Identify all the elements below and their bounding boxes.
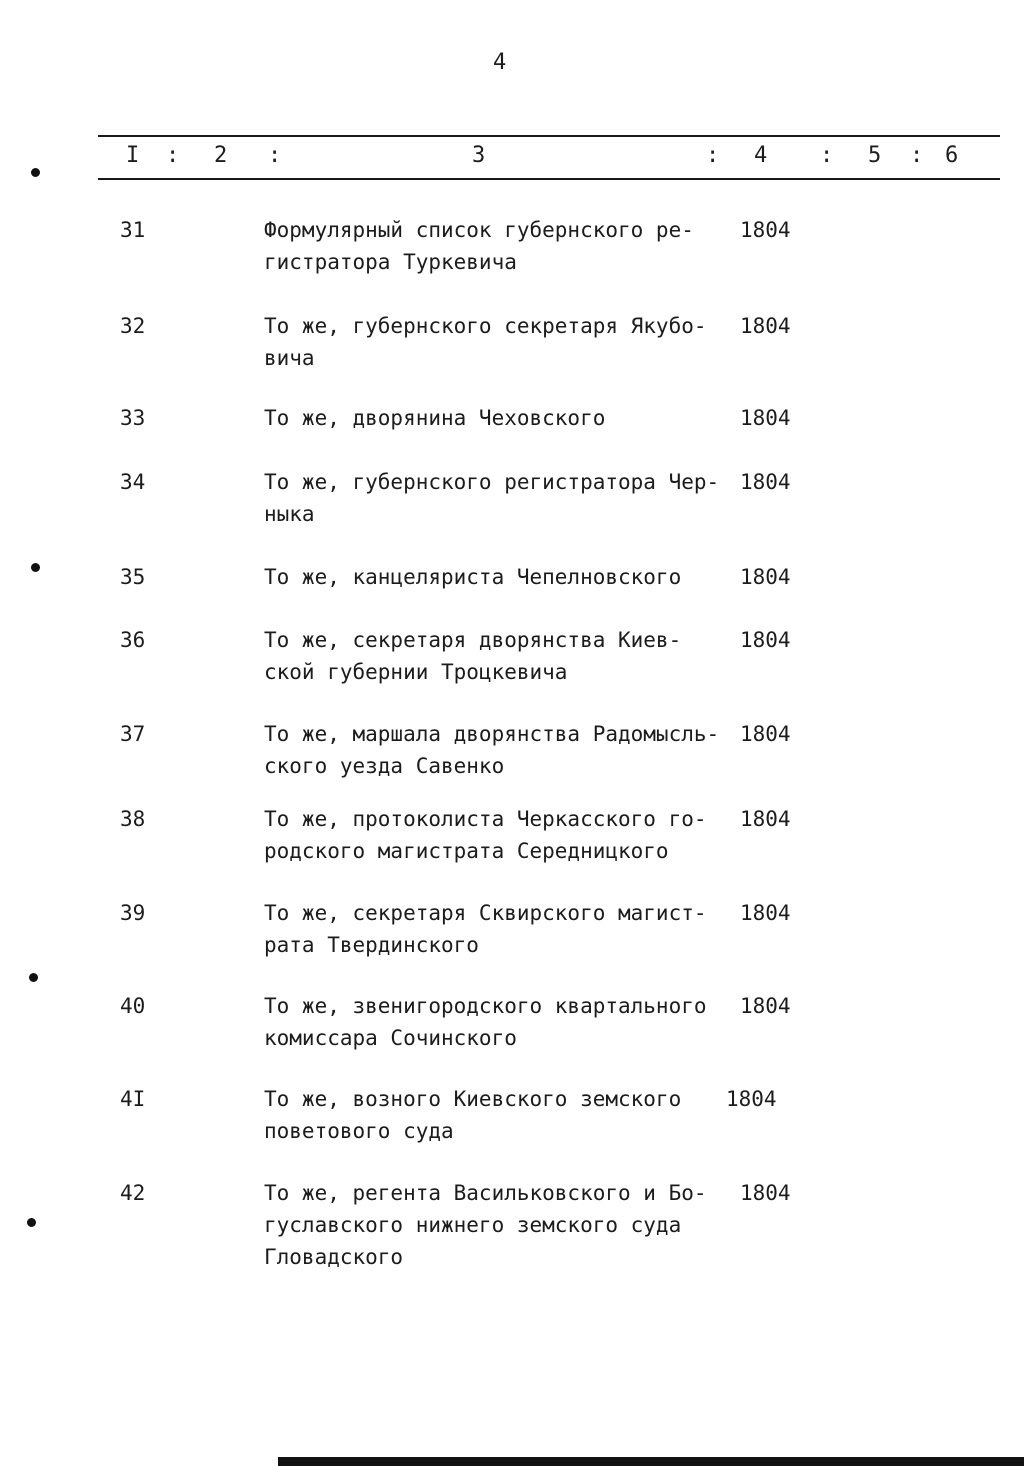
header-top-rule — [98, 135, 1000, 137]
page-number: 4 — [493, 50, 507, 75]
row-number: 34 — [120, 470, 146, 494]
row-year: 1804 — [740, 565, 791, 589]
row-title: То же, протоколиста Черкасского го- родского магистрата Середницкого — [264, 807, 707, 863]
header-bottom-rule — [98, 178, 1000, 180]
row-year: 1804 — [740, 314, 791, 338]
row-title: То же, секретаря Сквирского магист- рата Твердинского — [264, 901, 707, 957]
punch-hole-mark — [31, 563, 40, 572]
row-number: 31 — [120, 218, 146, 242]
row-title: То же, дворянина Чеховского — [264, 406, 606, 430]
row-title: То же, губернского секретаря Якубо- вича — [264, 314, 707, 370]
punch-hole-mark — [27, 1218, 36, 1227]
header-sep-3: : — [706, 143, 720, 168]
header-sep-1: : — [166, 143, 180, 168]
punch-hole-mark — [29, 973, 38, 982]
row-title: Формулярный список губернского ре- гистратора Туркевича — [264, 218, 694, 274]
header-col-1: I — [126, 143, 140, 168]
header-col-2: 2 — [214, 143, 228, 168]
row-title: То же, звенигородского квартального комиссара Сочинского — [264, 994, 707, 1050]
row-title: То же, канцеляриста Чепелновского — [264, 565, 682, 589]
header-col-3: 3 — [472, 143, 486, 168]
row-number: 36 — [120, 628, 146, 652]
row-number: 39 — [120, 901, 146, 925]
row-title: То же, губернского регистратора Чер- ныка — [264, 470, 720, 526]
row-year: 1804 — [740, 406, 791, 430]
row-year: 1804 — [726, 1087, 777, 1111]
header-col-5: 5 — [868, 143, 882, 168]
row-year: 1804 — [740, 1181, 791, 1205]
row-number: 33 — [120, 406, 146, 430]
row-title: То же, секретаря дворянства Киев- ской губернии Троцкевича — [264, 628, 682, 684]
punch-hole-mark — [31, 168, 40, 177]
header-sep-4: : — [820, 143, 834, 168]
row-year: 1804 — [740, 470, 791, 494]
scan-edge-shadow — [278, 1457, 1024, 1466]
row-number: 35 — [120, 565, 146, 589]
row-year: 1804 — [740, 807, 791, 831]
row-year: 1804 — [740, 994, 791, 1018]
row-number: 4I — [120, 1087, 146, 1111]
row-title: То же, маршала дворянства Радомысль- ского уезда Савенко — [264, 722, 720, 778]
header-col-6: 6 — [945, 143, 959, 168]
row-year: 1804 — [740, 218, 791, 242]
row-number: 40 — [120, 994, 146, 1018]
row-number: 38 — [120, 807, 146, 831]
header-sep-2: : — [268, 143, 282, 168]
row-title: То же, возного Киевского земского поветового суда — [264, 1087, 682, 1143]
header-sep-5: : — [910, 143, 924, 168]
row-number: 32 — [120, 314, 146, 338]
row-title: То же, регента Васильковского и Бо- гуславского нижнего земского суда Гловадского — [264, 1181, 707, 1269]
row-year: 1804 — [740, 628, 791, 652]
row-number: 37 — [120, 722, 146, 746]
header-col-4: 4 — [754, 143, 768, 168]
row-year: 1804 — [740, 722, 791, 746]
row-year: 1804 — [740, 901, 791, 925]
row-number: 42 — [120, 1181, 146, 1205]
